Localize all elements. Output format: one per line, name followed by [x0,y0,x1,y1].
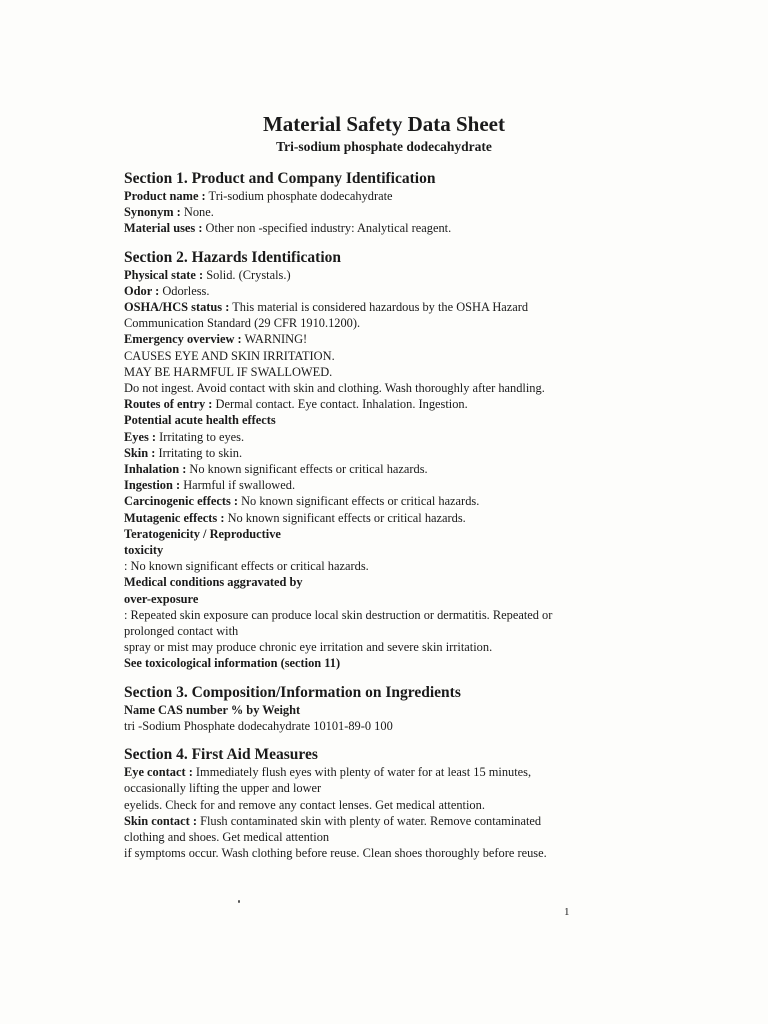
field-value: occasionally lifting the upper and lower [124,781,322,796]
section-line [124,331,594,347]
field-label: Product name : [124,189,206,203]
section-line [124,526,594,542]
field-label: Skin contact : [124,813,197,828]
document-body [124,170,594,861]
section-line [124,797,594,813]
field-label: Routes of entry : [124,397,213,412]
section-line [124,267,594,283]
field-label: Teratogenicity / Reproductive [124,526,281,541]
field-label: Emergency overview : [124,332,242,347]
section-line [124,396,594,412]
section-line [124,718,594,734]
field-value: MAY BE HARMFUL IF SWALLOWED. [124,364,333,379]
section-line [124,283,594,299]
section-line [124,845,594,861]
section-line [124,364,594,380]
field-value: Do not ingest. Avoid contact with skin and clothing. Wash thoroughly after handling. [124,381,545,396]
field-value: Irritating to eyes. [156,429,245,444]
section-line [124,542,594,558]
section-line [124,623,594,639]
field-value: Harmful if swallowed. [180,478,296,493]
section-line [124,348,594,364]
field-value: spray or mist may produce chronic eye irritation and severe skin irritation. [124,640,493,655]
field-value: WARNING! [241,332,308,347]
field-label: OSHA/HCS status : [124,300,230,315]
section-line [124,299,594,315]
field-value: prolonged contact with [124,624,239,639]
section-line [124,380,594,396]
field-label: See toxicological information (section 11) [124,656,341,671]
field-value: Immediately flush eyes with plenty of water for at least 15 minutes, [192,765,532,780]
section-heading: Section 3. Composition/Information on Ingredients [124,683,461,701]
section-line [124,702,594,718]
field-label: toxicity [124,543,164,558]
field-label: Physical state : [124,267,204,282]
field-value: Odorless. [159,283,210,298]
field-value: No known significant effects or critical hazards. [238,494,480,509]
section-line [124,315,594,331]
field-value: Other non -specified industry: Analytical reagent. [202,221,452,236]
section-line [124,477,594,493]
field-label: Skin : [124,445,156,460]
field-value: clothing and shoes. Get medical attention [124,829,330,844]
section-gap [124,672,594,684]
document-subtitle: Tri-sodium phosphate dodecahydrate [276,139,492,154]
field-label: over-exposure [124,591,199,606]
field-value: Tri-sodium phosphate dodecahydrate [205,189,393,203]
section-line [124,574,594,590]
section-heading: Section 4. First Aid Measures [124,746,318,764]
section-heading: Section 1. Product and Company Identification [124,170,436,187]
field-value: Communication Standard (29 CFR 1910.1200). [124,316,361,331]
field-value: Flush contaminated skin with plenty of water. Remove contaminated [196,813,542,828]
field-value: Dermal contact. Eye contact. Inhalation. Ingestion. [212,397,468,412]
field-value: tri -Sodium Phosphate dodecahydrate 10101-89-0 100 [124,718,393,733]
field-label: Odor : [124,283,160,298]
field-value: CAUSES EYE AND SKIN IRRITATION. [124,348,335,363]
field-value: : No known significant effects or critical hazards. [124,559,369,574]
section-line [124,493,594,509]
section-line [124,558,594,574]
section-line [124,829,594,845]
field-label: Ingestion : [124,478,181,493]
section-line [124,429,594,445]
field-value: Irritating to skin. [155,445,243,460]
field-value: No known significant effects or critical hazards. [224,510,466,525]
field-value: None. [180,205,214,220]
section-line [124,764,594,780]
field-label: Potential acute health effects [124,413,276,428]
section-line [124,412,594,428]
section-heading: Section 2. Hazards Identification [124,248,341,266]
field-label: Mutagenic effects : [124,510,225,525]
field-label: Name CAS number % by Weight [124,702,301,717]
field-label: Material uses : [124,221,203,236]
field-value: Solid. (Crystals.) [203,267,291,282]
section-line [124,780,594,796]
field-label: Medical conditions aggravated by [124,575,303,590]
field-label: Synonym : [124,205,181,220]
section-line [124,510,594,526]
document-title: Material Safety Data Sheet [262,112,505,136]
field-value: if symptoms occur. Wash clothing before reuse. Clean shoes thoroughly before reuse. [124,846,547,861]
field-label: Carcinogenic effects : [124,494,238,509]
field-value: eyelids. Check for and remove any contact lenses. Get medical attention. [124,797,485,812]
section-line [124,607,594,623]
section-line [124,813,594,829]
section-line [124,188,594,204]
field-label: Inhalation : [124,462,187,477]
field-label: Eyes : [124,429,157,444]
section-line [124,639,594,655]
scan-speck [238,900,240,903]
section-gap [124,734,594,746]
section-line [124,461,594,477]
field-value: No known significant effects or critical hazards. [186,462,428,477]
section-line [124,220,594,236]
section-line [124,655,594,671]
section-gap [124,237,594,249]
field-label: Eye contact : [124,765,193,780]
field-value: This material is considered hazardous by the OSHA Hazard [229,300,529,315]
section-line [124,445,594,461]
section-line [124,204,594,220]
page-number: 1 [564,906,570,918]
section-line [124,591,594,607]
field-value: : Repeated skin exposure can produce local skin destruction or dermatitis. Repeated or [124,607,553,622]
